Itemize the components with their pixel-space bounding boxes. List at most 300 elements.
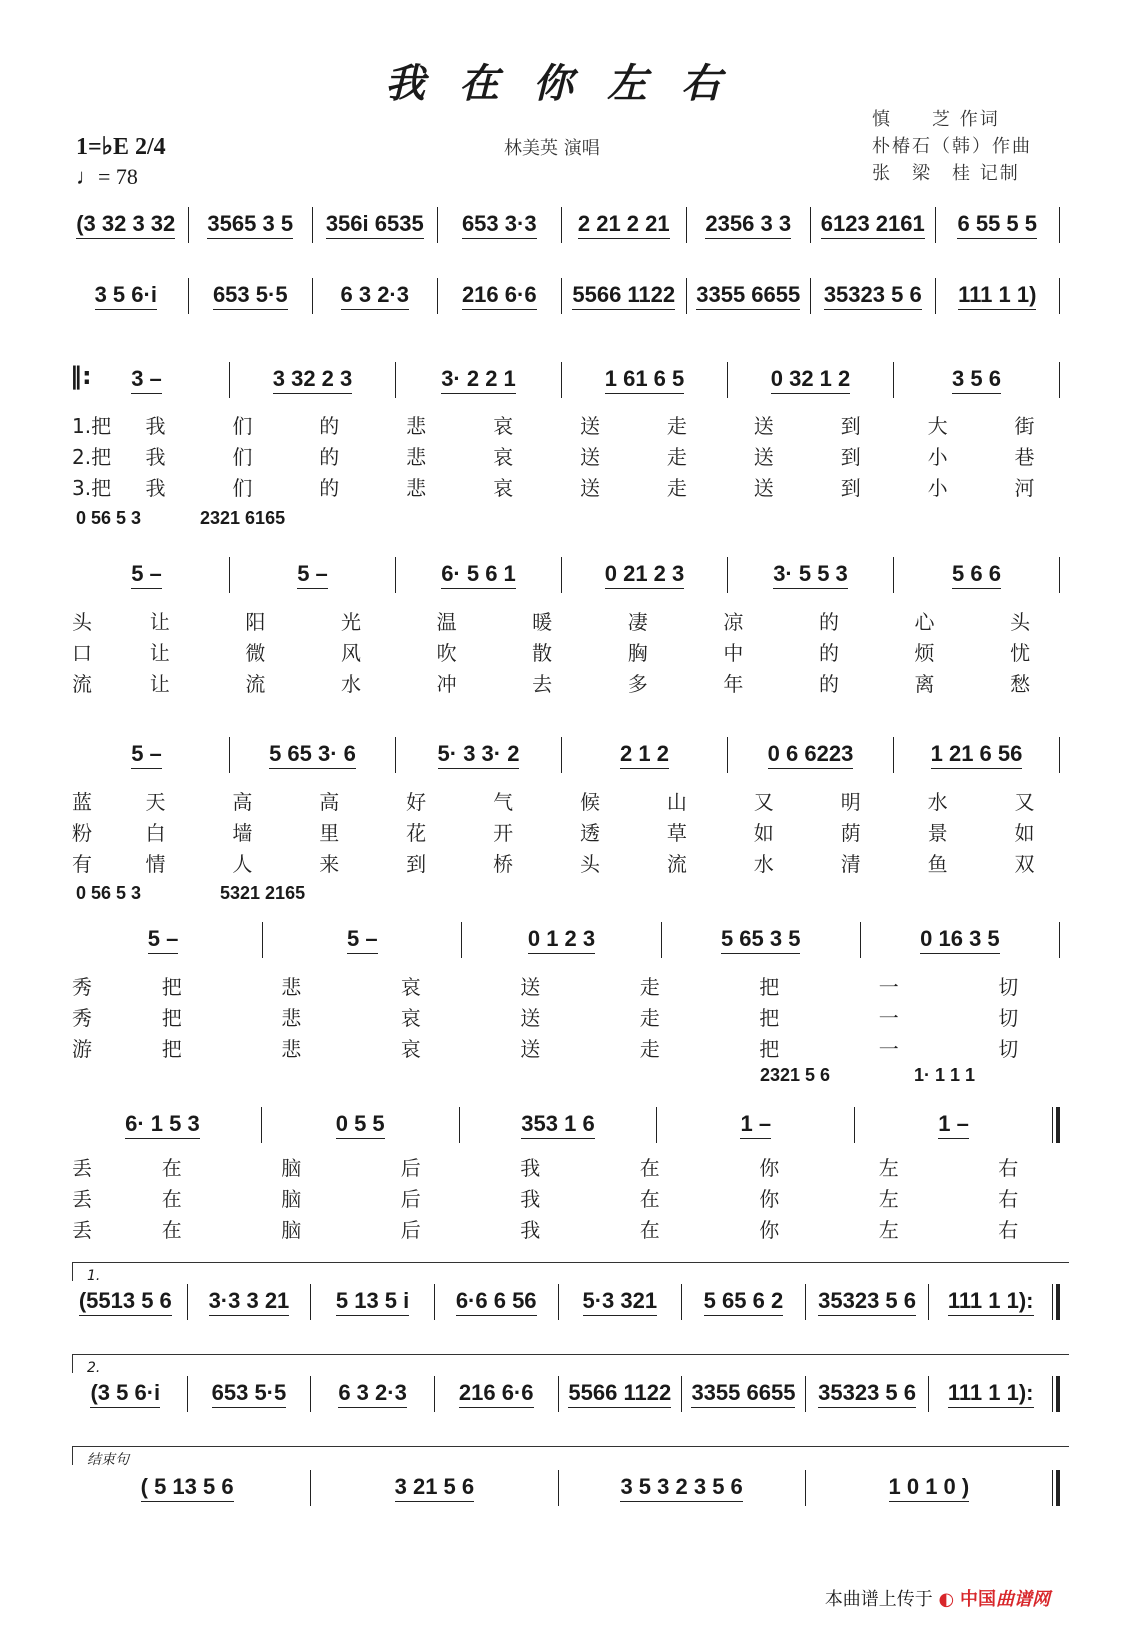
measure <box>319 1380 426 1408</box>
lyric-syllable: 哀 <box>400 1037 421 1061</box>
lyric-line <box>72 786 1068 815</box>
measure-notes: 0 6 6223 <box>768 741 854 769</box>
footer-brand2: 曲谱网 <box>996 1589 1050 1610</box>
lyric-syllable: 候 <box>579 790 600 814</box>
lyric-syllable: 吹 <box>436 641 457 665</box>
song-title: 我在你左右 <box>385 60 755 107</box>
cue-notes: 0 56 5 3 <box>76 508 142 528</box>
lyric-syllable: 哀 <box>493 476 514 500</box>
lyric-syllable: 秀 <box>72 975 92 999</box>
lyric-syllable: 好 <box>406 790 427 814</box>
measure-notes: 3·3 3 21 <box>209 1288 290 1316</box>
measure <box>72 282 180 310</box>
measure-notes: 1 – <box>740 1111 771 1139</box>
measure-notes: 5566 1122 <box>568 1380 671 1408</box>
bar-line <box>1059 737 1060 773</box>
lyric-syllable: 头 <box>72 610 92 634</box>
measure-notes: 353 1 6 <box>521 1111 594 1139</box>
measure-notes: 5 65 6 2 <box>704 1288 784 1316</box>
lyric-line <box>72 410 1068 439</box>
measure-notes: 6 55 5 5 <box>957 211 1037 239</box>
bar-line <box>893 557 894 593</box>
measure-notes: 5 – <box>297 561 328 589</box>
lyric-syllable: 我 <box>520 1187 541 1211</box>
measure <box>238 366 387 394</box>
lyric-syllable: 脑 <box>281 1156 302 1180</box>
bar-line <box>395 362 396 398</box>
lyric-syllable: 切 <box>998 975 1019 999</box>
bar-line <box>188 278 189 314</box>
lyric-syllable: 丢 <box>72 1218 92 1242</box>
lyric-syllable: 街 <box>1014 414 1035 438</box>
notation-line <box>72 205 1068 245</box>
lyric-syllable: 气 <box>493 790 514 814</box>
bar-line <box>561 207 562 243</box>
lyric-line <box>72 472 1068 501</box>
ending-bracket <box>72 1446 1069 1468</box>
lyric-syllable: 散 <box>532 641 553 665</box>
measure <box>736 741 885 769</box>
lyric-syllable: 送 <box>753 476 774 500</box>
measure <box>238 741 387 769</box>
measure <box>570 561 719 589</box>
lyric-syllable: 右 <box>998 1187 1019 1211</box>
bar-line <box>310 1376 311 1412</box>
measure-notes: 2 1 2 <box>620 741 669 769</box>
measure <box>819 211 927 239</box>
lyric-syllable: 送 <box>579 445 600 469</box>
lyric-syllable: 我 <box>520 1218 541 1242</box>
bar-line <box>805 1470 806 1506</box>
measure-notes: 653 5·5 <box>212 1380 287 1408</box>
lyricist-credit: 慎 芝 作词 <box>872 109 1000 130</box>
lyric-syllable: 3.把 <box>72 476 112 500</box>
bar-line <box>1052 1107 1060 1143</box>
lyric-syllable: 荫 <box>840 821 861 845</box>
measure-notes: 3565 3 5 <box>207 211 293 239</box>
lyric-syllable: 哀 <box>493 445 514 469</box>
cue-notes: 2321 6165 <box>200 508 286 528</box>
bar-line <box>561 557 562 593</box>
measure <box>321 211 429 239</box>
lyric-syllable: 水 <box>340 672 361 696</box>
measure <box>690 1380 797 1408</box>
lyric-line <box>72 1214 1068 1243</box>
lyric-syllable: 让 <box>149 672 170 696</box>
lyric-syllable: 我 <box>145 414 166 438</box>
lyric-syllable: 高 <box>232 790 253 814</box>
composer-credit: 朴椿石（韩）作曲 <box>872 136 1032 157</box>
measure <box>72 211 180 239</box>
site-logo-icon: ◐ <box>938 1589 955 1610</box>
bar-line <box>1052 1284 1060 1320</box>
bar-line <box>893 737 894 773</box>
bar-line <box>1059 278 1060 314</box>
bar-line <box>561 362 562 398</box>
lyric-syllable: 人 <box>232 852 253 876</box>
lyric-syllable: 暖 <box>532 610 553 634</box>
measure-notes: ( 5 13 5 6 <box>141 1474 234 1502</box>
volta-2-bracket <box>72 1354 1069 1376</box>
bar-line <box>229 737 230 773</box>
lyric-syllable: 冲 <box>436 672 457 696</box>
lyric-syllable: 去 <box>532 672 553 696</box>
measure <box>72 1380 179 1408</box>
measure <box>470 926 652 954</box>
lyric-syllable: 你 <box>759 1156 780 1180</box>
lyric-syllable: 流 <box>245 672 266 696</box>
measure-notes: 2 21 2 21 <box>578 211 670 239</box>
lyric-syllable: 让 <box>149 610 170 634</box>
bar-line <box>1059 362 1060 398</box>
volta-label: 1. <box>87 1268 101 1284</box>
lyric-syllable: 走 <box>639 1006 660 1030</box>
lyric-syllable: 悲 <box>281 1037 302 1061</box>
volta-label: 2. <box>87 1360 101 1376</box>
measure-notes: 1 21 6 56 <box>931 741 1023 769</box>
notation-line <box>72 555 1068 595</box>
bar-line <box>461 922 462 958</box>
notation-line <box>72 1282 1068 1322</box>
lyric-syllable: 一 <box>878 975 899 999</box>
tempo-marking: ♩= 78 <box>76 164 138 189</box>
measure-notes: 0 32 1 2 <box>771 366 851 394</box>
lyric-syllable: 口 <box>72 641 92 665</box>
lyric-line <box>72 441 1068 470</box>
lyric-line <box>72 817 1068 846</box>
lyric-syllable: 把 <box>161 1037 182 1061</box>
bar-line <box>681 1284 682 1320</box>
lyric-syllable: 的 <box>319 414 340 438</box>
lyric-syllable: 小 <box>927 476 948 500</box>
notation-line <box>72 276 1068 316</box>
notation-line <box>72 735 1068 775</box>
repeat-start-sign: ‖: <box>70 362 92 390</box>
bar-line <box>437 207 438 243</box>
measure <box>902 366 1051 394</box>
lyric-syllable: 大 <box>927 414 948 438</box>
lyric-syllable: 在 <box>161 1187 182 1211</box>
lyric-syllable: 如 <box>753 821 774 845</box>
measure-notes: 6· 5 6 1 <box>441 561 516 589</box>
lyric-syllable: 2.把 <box>72 445 112 469</box>
lyric-syllable: 凉 <box>723 610 744 634</box>
cue-notes: 5321 2165 <box>220 883 306 903</box>
lyric-syllable: 年 <box>723 672 744 696</box>
bar-line <box>1059 922 1060 958</box>
measure-notes: 653 3·3 <box>462 211 537 239</box>
cue-notes: 2321 5 6 <box>760 1065 831 1085</box>
measure <box>869 926 1051 954</box>
lyric-syllable: 到 <box>840 414 861 438</box>
lyric-syllable: 送 <box>520 1037 541 1061</box>
bar-line <box>1052 1376 1060 1412</box>
lyric-syllable: 把 <box>161 975 182 999</box>
measure-notes: 5 65 3 5 <box>721 926 801 954</box>
lyric-syllable: 一 <box>878 1006 899 1030</box>
bar-line <box>229 557 230 593</box>
lyric-syllable: 又 <box>753 790 774 814</box>
measure-notes: 3 21 5 6 <box>395 1474 475 1502</box>
lyric-syllable: 愁 <box>1010 672 1031 696</box>
lyric-syllable: 让 <box>149 641 170 665</box>
lyric-line <box>72 606 1068 635</box>
measure-notes: 3 5 6·i <box>95 282 157 310</box>
lyric-syllable: 送 <box>753 445 774 469</box>
measure-notes: 5· 3 3· 2 <box>438 741 520 769</box>
lyric-syllable: 天 <box>145 790 166 814</box>
lyric-syllable: 在 <box>161 1218 182 1242</box>
lyric-syllable: 多 <box>627 672 648 696</box>
volta-label: 结束句 <box>87 1452 129 1468</box>
measure-notes: 3355 6655 <box>691 1380 795 1408</box>
lyric-line <box>72 1033 1068 1062</box>
lyric-syllable: 光 <box>340 610 361 634</box>
measure <box>937 1288 1044 1316</box>
lyric-syllable: 脑 <box>281 1218 302 1242</box>
lyric-line <box>72 848 1068 877</box>
measure <box>238 561 387 589</box>
measure <box>404 366 553 394</box>
measure-notes: 216 6·6 <box>459 1380 534 1408</box>
lyric-syllable: 流 <box>666 852 687 876</box>
lyric-syllable: 1.把 <box>72 414 112 438</box>
lyric-syllable: 开 <box>493 821 514 845</box>
measure-notes: 0 5 5 <box>336 1111 385 1139</box>
notation-line <box>72 360 1068 400</box>
lyric-syllable: 花 <box>406 821 427 845</box>
lyric-syllable: 河 <box>1014 476 1035 500</box>
measure <box>944 282 1052 310</box>
lyric-syllable: 明 <box>840 790 861 814</box>
lyric-syllable: 你 <box>759 1187 780 1211</box>
measure <box>196 1380 303 1408</box>
lyric-syllable: 把 <box>759 1037 780 1061</box>
lyric-syllable: 草 <box>666 821 687 845</box>
lyric-syllable: 蓝 <box>72 790 92 814</box>
lyric-syllable: 头 <box>1010 610 1031 634</box>
measure <box>72 366 221 394</box>
lyric-syllable: 哀 <box>493 414 514 438</box>
lyric-syllable: 有 <box>72 852 92 876</box>
notation-line <box>72 1374 1068 1414</box>
lyric-syllable: 游 <box>72 1037 92 1061</box>
lyric-syllable: 情 <box>145 852 166 876</box>
measure-notes: 6· 1 5 3 <box>125 1111 200 1139</box>
lyric-syllable: 又 <box>1014 790 1035 814</box>
lyric-syllable: 来 <box>319 852 340 876</box>
bar-line <box>805 1376 806 1412</box>
lyric-syllable: 头 <box>579 852 600 876</box>
measure <box>937 1380 1044 1408</box>
measure-notes: 35323 5 6 <box>818 1380 916 1408</box>
measure-notes: 3· 5 5 3 <box>773 561 848 589</box>
lyric-syllable: 左 <box>878 1218 899 1242</box>
bar-line <box>681 1376 682 1412</box>
lyric-syllable: 送 <box>520 975 541 999</box>
measure <box>567 1288 674 1316</box>
lyric-line <box>72 971 1068 1000</box>
measure <box>570 282 678 310</box>
lyric-syllable: 送 <box>520 1006 541 1030</box>
bar-line <box>893 362 894 398</box>
bar-line <box>312 207 313 243</box>
measure <box>270 1111 451 1139</box>
lyric-line <box>72 1002 1068 1031</box>
lyric-syllable: 悲 <box>281 975 302 999</box>
lyric-syllable: 白 <box>145 821 166 845</box>
measure <box>814 1474 1044 1502</box>
lyric-syllable: 里 <box>319 821 340 845</box>
lyric-syllable: 到 <box>840 476 861 500</box>
bar-line <box>810 207 811 243</box>
lyric-syllable: 桥 <box>493 852 514 876</box>
lyric-line <box>72 1183 1068 1212</box>
lyric-syllable: 到 <box>406 852 427 876</box>
measure <box>404 561 553 589</box>
bar-line <box>395 557 396 593</box>
measure-notes: 111 1 1) <box>958 282 1036 310</box>
measure <box>902 561 1051 589</box>
measure-notes: 6 3 2·3 <box>338 1380 407 1408</box>
lyric-syllable: 悲 <box>281 1006 302 1030</box>
lyric-syllable: 秀 <box>72 1006 92 1030</box>
lyric-syllable: 悲 <box>406 414 427 438</box>
lyric-syllable: 的 <box>818 610 839 634</box>
measure-notes: (5513 5 6 <box>79 1288 172 1316</box>
bar-line <box>928 1376 929 1412</box>
measure <box>72 561 221 589</box>
bar-line <box>558 1470 559 1506</box>
lyric-syllable: 离 <box>914 672 935 696</box>
lyric-syllable: 巷 <box>1014 445 1035 469</box>
lyric-syllable: 在 <box>639 1156 660 1180</box>
bar-line <box>262 922 263 958</box>
measure <box>271 926 453 954</box>
measure-notes: 6123 2161 <box>821 211 925 239</box>
measure <box>567 1380 674 1408</box>
lyric-syllable: 温 <box>436 610 457 634</box>
lyric-syllable: 切 <box>998 1037 1019 1061</box>
measure <box>443 1380 550 1408</box>
lyric-syllable: 哀 <box>400 975 421 999</box>
bar-line <box>310 1470 311 1506</box>
lyric-syllable: 在 <box>161 1156 182 1180</box>
lyric-syllable: 流 <box>72 672 92 696</box>
lyric-syllable: 走 <box>666 445 687 469</box>
lyric-syllable: 送 <box>579 414 600 438</box>
lyric-syllable: 把 <box>759 1006 780 1030</box>
bar-line <box>188 207 189 243</box>
measure-notes: 3· 2 2 1 <box>441 366 516 394</box>
measure <box>72 1288 179 1316</box>
lyric-syllable: 切 <box>998 1006 1019 1030</box>
measure-notes: 3 5 6 <box>952 366 1001 394</box>
lyric-syllable: 心 <box>914 610 935 634</box>
lyric-syllable: 哀 <box>400 1006 421 1030</box>
lyric-syllable: 阳 <box>245 610 266 634</box>
measure <box>196 1288 303 1316</box>
measure <box>567 1474 797 1502</box>
lyric-syllable: 我 <box>145 476 166 500</box>
measure-notes: 216 6·6 <box>462 282 537 310</box>
measure <box>944 211 1052 239</box>
lyric-syllable: 墙 <box>232 821 253 845</box>
bar-line <box>727 737 728 773</box>
lyric-line <box>72 637 1068 666</box>
measure <box>72 1474 302 1502</box>
lyric-syllable: 景 <box>927 821 948 845</box>
measure-notes: 5 13 5 i <box>336 1288 409 1316</box>
notation-line <box>72 1468 1068 1508</box>
measure <box>814 1380 921 1408</box>
measure-notes: 0 1 2 3 <box>528 926 595 954</box>
lyric-syllable: 中 <box>723 641 744 665</box>
bar-line <box>395 737 396 773</box>
measure <box>446 282 554 310</box>
lyric-syllable: 悲 <box>406 476 427 500</box>
bar-line <box>310 1284 311 1320</box>
lyric-syllable: 送 <box>753 414 774 438</box>
lyric-syllable: 们 <box>232 476 253 500</box>
bar-line <box>459 1107 460 1143</box>
measure <box>197 211 305 239</box>
lyric-syllable: 的 <box>818 641 839 665</box>
lyric-syllable: 粉 <box>72 821 92 845</box>
measure <box>695 211 803 239</box>
measure-notes: 5 – <box>131 561 162 589</box>
measure <box>902 741 1051 769</box>
lyric-syllable: 凄 <box>627 610 648 634</box>
measure <box>443 1288 550 1316</box>
bar-line <box>437 278 438 314</box>
measure <box>690 1288 797 1316</box>
bar-line <box>312 278 313 314</box>
measure-notes: (3 32 3 32 <box>76 211 175 239</box>
bar-line <box>187 1284 188 1320</box>
measure-notes: 1 0 1 0 ) <box>889 1474 970 1502</box>
cue-notes: 0 56 5 3 <box>76 883 142 903</box>
lyric-syllable: 忧 <box>1010 641 1031 665</box>
bar-line <box>661 922 662 958</box>
lyric-syllable: 在 <box>639 1187 660 1211</box>
lyric-syllable: 走 <box>666 476 687 500</box>
measure-notes: 356i 6535 <box>326 211 424 239</box>
lyric-syllable: 丢 <box>72 1187 92 1211</box>
lyric-syllable: 一 <box>878 1037 899 1061</box>
measure <box>468 1111 649 1139</box>
lyric-syllable: 水 <box>753 852 774 876</box>
lyric-syllable: 透 <box>579 821 600 845</box>
bar-line <box>656 1107 657 1143</box>
bar-line <box>434 1376 435 1412</box>
bar-line <box>686 278 687 314</box>
measure <box>319 1288 426 1316</box>
measure <box>570 741 719 769</box>
bar-line <box>434 1284 435 1320</box>
bar-line <box>261 1107 262 1143</box>
bar-line <box>558 1376 559 1412</box>
measure-notes: 0 21 2 3 <box>605 561 685 589</box>
measure <box>665 1111 846 1139</box>
measure-notes: 2356 3 3 <box>705 211 791 239</box>
measure-notes: 5·3 321 <box>583 1288 658 1316</box>
measure <box>736 561 885 589</box>
measure <box>321 282 429 310</box>
bar-line <box>935 278 936 314</box>
measure-notes: 5 65 3· 6 <box>269 741 356 769</box>
transcriber-credit: 张 梁 桂 记制 <box>872 163 1020 184</box>
